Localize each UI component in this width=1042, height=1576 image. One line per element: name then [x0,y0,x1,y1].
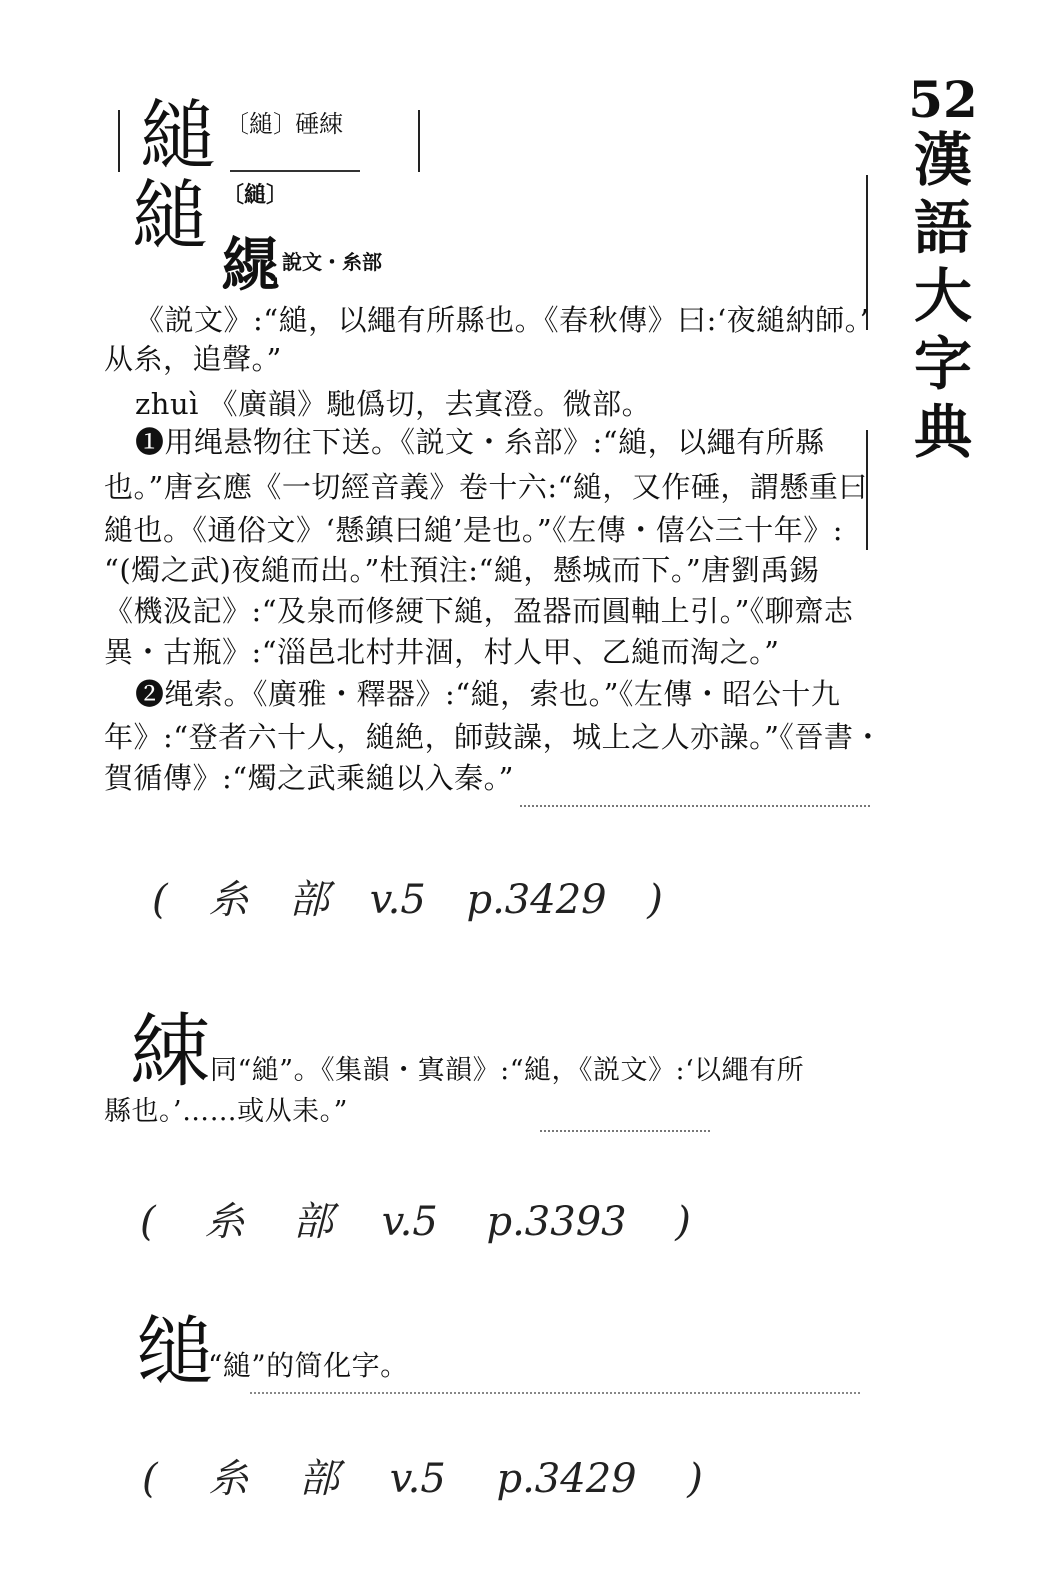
pronunciation-line: zhuì 《廣韻》馳僞切，去寘澄。微部。 [135,387,652,421]
header-entry-bracket: 〔縋〕 [225,110,297,138]
frame-line [230,170,360,172]
definition-line: 賀循傳》:“燭之武乘縋以入秦。” [104,761,514,795]
volume-number: 52 [908,70,978,129]
definition-line: 《機汲記》:“及泉而修綆下縋，盈器而圓軸上引。”《聊齋志 [104,594,854,628]
scan-dots [520,805,870,807]
definition-line: 《説文》:“縋，以繩有所縣也。《春秋傳》曰:‘夜縋納師。’ [135,303,870,337]
frame-line [418,110,420,172]
title-char: 語 [913,194,972,262]
frame-line [118,110,120,172]
handwritten-note: ( 糸 部 v.5 p.3429 ) [142,1456,703,1502]
title-char: 大 [913,262,972,330]
entry-2-char: 綀 [130,1005,210,1098]
scan-dots [250,1392,860,1394]
definition-line: ❶用绳悬物往下送。《説文・糸部》:“縋，以繩有所縣 [135,425,825,459]
seal-script-glyph: 繉 [222,231,277,299]
definition-line: 也。”唐玄應《一切經音義》卷十六:“縋，又作硾，謂懸重曰 [104,470,868,504]
definition-line: 年》:“登者六十人，縋絶，師鼓譟，城上之人亦譟。”《晉書・ [104,720,883,754]
definition-line: 从糸，追聲。” [104,342,282,376]
entry-3-char: 缒 [136,1307,212,1396]
definition-line: 異・古瓶》:“淄邑北村井涸，村人甲、乙縋而淘之。” [104,635,780,669]
definition-line: ❷绳索。《廣雅・釋器》:“縋，索也。”《左傳・昭公十九 [135,677,841,711]
title-char: 漢 [913,126,972,194]
header-entry-variants: 硾綀 [295,110,343,138]
definition-line: “(燭之武)夜縋而出。”杜預注:“縋，懸城而下。”唐劉禹錫 [104,553,820,587]
header-entry-char: 縋 [140,91,216,180]
entry-3-text: “縋”的简化字。 [208,1349,409,1382]
title-char: 字 [913,330,972,398]
side-title [908,70,978,466]
seal-source: 說文・糸部 [282,250,382,274]
definition-line: 縋也。《通俗文》‘懸鎮曰縋’是也。”《左傳・僖公三十年》: [104,513,844,547]
main-entry-bracket: 〔縋〕 [222,182,289,208]
title-char: 典 [913,398,972,466]
scan-dots [540,1130,710,1132]
entry-2-line: 縣也。’……或从耒。” [104,1096,348,1127]
handwritten-note: ( 糸 部 v.5 p.3429 ) [152,877,663,923]
main-entry-char: 縋 [132,171,208,260]
entry-2-line: 同“縋”。《集韻・寘韻》:“縋，《説文》:‘以繩有所 [210,1055,805,1086]
handwritten-note: ( 糸 部 v.5 p.3393 ) [140,1199,691,1245]
